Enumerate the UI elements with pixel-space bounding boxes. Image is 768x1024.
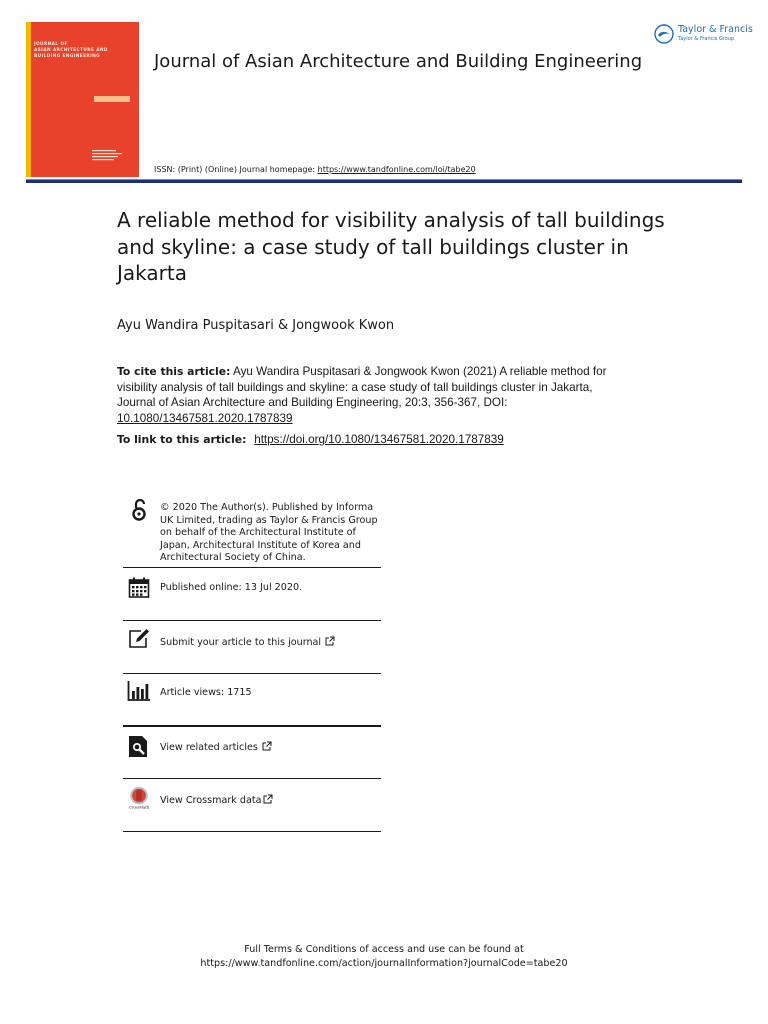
bar-chart-icon bbox=[127, 679, 151, 703]
article-doi-link[interactable]: https://doi.org/10.1080/13467581.2020.1787839 bbox=[254, 433, 504, 446]
citation-text: Ayu Wandira Puspitasari & Jongwook Kwon (2021) A reliable method for visibility analysis of tall buildings and skyline: a case study of tall buildings cluster in Jakarta, Journal of Asian Architecture and Building Engineering, 20:3, 356-367, DOI: bbox=[117, 365, 607, 409]
citation-block bbox=[117, 364, 617, 426]
submit-row[interactable] bbox=[123, 620, 381, 674]
journal-cover-image bbox=[26, 22, 139, 177]
article-views: Article views: 1715 bbox=[160, 687, 252, 698]
crossmark-row[interactable] bbox=[123, 778, 381, 832]
crossmark-link[interactable] bbox=[160, 794, 380, 808]
related-articles-link[interactable] bbox=[160, 741, 380, 755]
cover-accent-strip bbox=[26, 22, 31, 177]
published-row bbox=[123, 567, 381, 621]
journal-homepage-link[interactable]: https://www.tandfonline.com/loi/tabe20 bbox=[317, 165, 476, 174]
cover-title bbox=[34, 42, 134, 60]
footer bbox=[0, 943, 768, 971]
related-search-icon bbox=[127, 735, 151, 759]
submit-article-link[interactable] bbox=[160, 636, 380, 650]
submit-article-label: Submit your article to this journal bbox=[160, 637, 322, 648]
cover-volume-tag bbox=[94, 96, 130, 102]
open-access-icon bbox=[127, 498, 151, 522]
article-authors: Ayu Wandira Puspitasari & Jongwook Kwon bbox=[117, 318, 395, 333]
external-link-icon bbox=[263, 794, 273, 804]
edit-icon bbox=[127, 627, 151, 651]
cover-title-line: JOURNAL OF bbox=[34, 42, 68, 47]
footer-terms-url[interactable]: https://www.tandfonline.com/action/journalInformation?journalCode=tabe20 bbox=[200, 958, 568, 969]
external-link-icon bbox=[262, 741, 272, 751]
citation-doi-link[interactable]: 10.1080/13467581.2020.1787839 bbox=[117, 411, 293, 425]
external-link-icon bbox=[325, 636, 335, 646]
issn-label: ISSN: (Print) (Online) Journal homepage: bbox=[154, 165, 318, 174]
issn-line bbox=[154, 165, 476, 174]
publisher-logo[interactable] bbox=[654, 22, 753, 48]
crossmark-small-label: CrossMark bbox=[128, 805, 150, 810]
footer-terms-text: Full Terms & Conditions of access and use can be found at bbox=[244, 944, 524, 955]
crossmark-label: View Crossmark data bbox=[160, 795, 262, 806]
publisher-group: Taylor & Francis Group bbox=[678, 36, 735, 42]
cover-title-line: BUILDING ENGINEERING bbox=[34, 54, 101, 59]
published-date: Published online: 13 Jul 2020. bbox=[160, 582, 303, 593]
header-divider bbox=[26, 180, 742, 183]
calendar-icon bbox=[127, 576, 151, 600]
publisher-logo-icon bbox=[654, 24, 674, 44]
crossmark-icon bbox=[127, 786, 151, 810]
link-label: To link to this article: bbox=[117, 433, 251, 446]
related-row[interactable] bbox=[123, 726, 381, 779]
open-access-row bbox=[123, 494, 381, 568]
cover-title-line: ASIAN ARCHITECTURE AND bbox=[34, 48, 108, 53]
cover-publisher-logo bbox=[92, 150, 132, 164]
article-link-line bbox=[117, 433, 504, 446]
related-articles-label: View related articles bbox=[160, 742, 258, 753]
publisher-name: Taylor & Francis bbox=[678, 24, 753, 35]
journal-name: Journal of Asian Architecture and Building Engineering bbox=[154, 51, 643, 72]
views-row bbox=[123, 673, 381, 727]
copyright-notice: © 2020 The Author(s). Published by Informa UK Limited, trading as Taylor & Francis Group on behalf of the Architectural Institute of Japan, Architectural Institute of Korea and Architectural Society of China. bbox=[160, 502, 378, 563]
article-title: A reliable method for visibility analysis of tall buildings and skyline: a case study of tall buildings cluster in Jakarta bbox=[117, 208, 665, 285]
citation-label: To cite this article: bbox=[117, 365, 231, 378]
